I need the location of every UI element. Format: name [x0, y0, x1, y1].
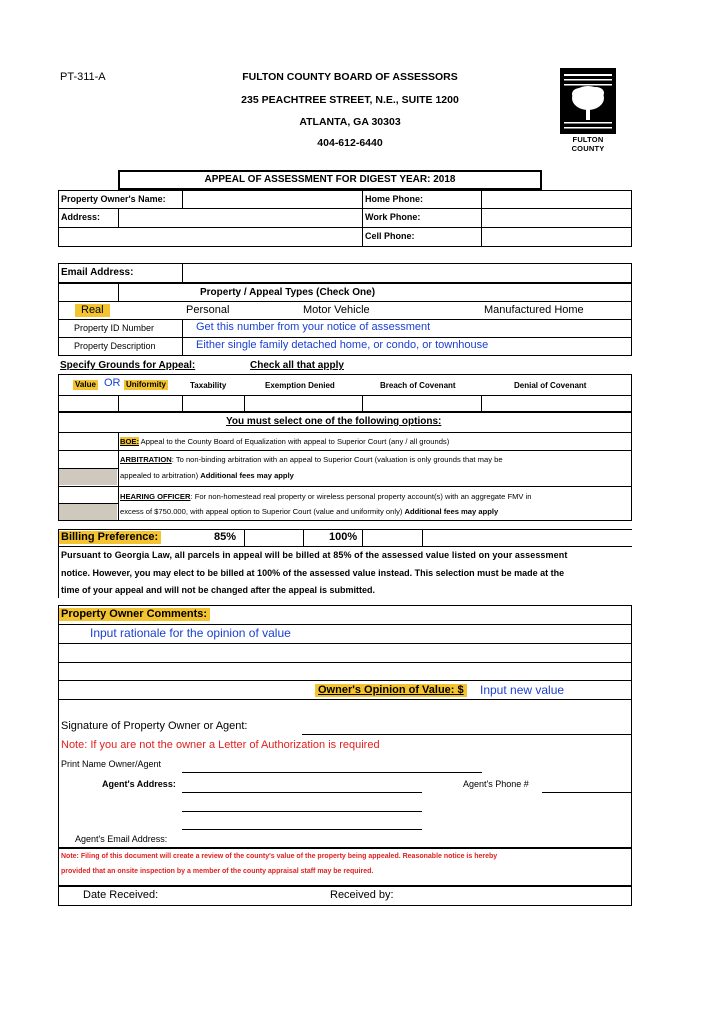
- property-desc-value[interactable]: Either single family detached home, or condo, or townhouse: [196, 339, 489, 351]
- grounds-check-all: Check all that apply: [250, 360, 344, 371]
- agent-address-field-1[interactable]: [182, 777, 422, 792]
- work-phone-field[interactable]: [482, 209, 631, 226]
- billing-para-1: Pursuant to Georgia Law, all parcels in appeal will be billed at 85% of the assessed value listed on your assessment: [61, 550, 568, 560]
- types-heading: Property / Appeal Types (Check One): [200, 287, 376, 298]
- billing-100-checkbox[interactable]: [363, 530, 421, 545]
- date-received-label: Date Received:: [83, 889, 159, 901]
- email-field[interactable]: [183, 264, 631, 282]
- boe-checkbox[interactable]: [59, 433, 117, 449]
- logo-text: FULTON COUNTY: [571, 135, 605, 153]
- ho-fees: Additional fees may apply: [404, 507, 499, 516]
- comments-value[interactable]: Input rationale for the opinion of value: [90, 626, 291, 640]
- print-name-label: Print Name Owner/Agent: [61, 759, 162, 769]
- ground-taxability[interactable]: Taxability: [190, 381, 227, 390]
- arbitration-gray-cell: [59, 469, 117, 485]
- arb-text2: appealed to arbitration): [120, 471, 201, 480]
- org-street: 235 PEACHTREE STREET, N.E., SUITE 1200: [241, 94, 459, 106]
- value-checkbox[interactable]: [59, 396, 117, 411]
- option-boe: [120, 435, 449, 448]
- option-hearing-officer-cont: [120, 505, 498, 518]
- arb-text1: : To non-binding arbitration with an appeal to Superior Court (valuation is only grounds that may be: [171, 455, 503, 464]
- agent-email-label: Agent's Email Address:: [75, 834, 168, 844]
- form-title: APPEAL OF ASSESSMENT FOR DIGEST YEAR: 2018: [204, 174, 456, 185]
- email-label: Email Address:: [61, 267, 134, 278]
- ho-text2: excess of $750.000, with appeal option to Superior Court (value and uniformity only): [120, 507, 405, 516]
- org-city: ATLANTA, GA 30303: [299, 116, 401, 128]
- inspection-notice-2: provided that an onsite inspection by a member of the county appraisal staff may be required.: [61, 868, 374, 875]
- agent-address-label: Agent's Address:: [102, 779, 176, 789]
- received-by-label: Received by:: [330, 889, 394, 901]
- comments-label: Property Owner Comments:: [59, 608, 210, 621]
- option-arbitration-cont: [120, 469, 294, 482]
- hearing-officer-checkbox[interactable]: [59, 487, 117, 503]
- boe-text: Appeal to the County Board of Equalization with appeal to Superior Court (any / all grounds): [138, 437, 450, 446]
- billing-100[interactable]: 100%: [329, 531, 358, 543]
- agent-phone-label: Agent's Phone #: [463, 779, 529, 789]
- signature-field[interactable]: [302, 718, 632, 734]
- type-real[interactable]: Real: [75, 304, 110, 317]
- authorization-note: Note: If you are not the owner a Letter of Authorization is required: [61, 739, 380, 751]
- agent-address-field-3[interactable]: [182, 814, 422, 829]
- grounds-heading: Specify Grounds for Appeal:: [60, 360, 196, 371]
- home-phone-label: Home Phone:: [365, 194, 424, 204]
- type-manufactured-home[interactable]: Manufactured Home: [484, 304, 584, 316]
- opinion-value[interactable]: Input new value: [480, 683, 565, 697]
- option-hearing-officer: [120, 490, 532, 503]
- ground-uniformity[interactable]: Uniformity: [126, 380, 166, 389]
- property-id-value[interactable]: Get this number from your notice of assessment: [196, 321, 431, 333]
- org-name: FULTON COUNTY BOARD OF ASSESSORS: [242, 71, 458, 83]
- org-phone: 404-612-6440: [317, 137, 383, 149]
- property-desc-label: Property Description: [74, 341, 156, 351]
- billing-label: Billing Preference:: [59, 531, 161, 544]
- ho-label: HEARING OFFICER: [120, 492, 191, 501]
- billing-para-3: time of your appeal and will not be changed after the appeal is submitted.: [61, 585, 376, 595]
- owner-name-label: Property Owner's Name:: [61, 194, 166, 204]
- ground-exemption-denied[interactable]: Exemption Denied: [265, 381, 335, 390]
- arbitration-checkbox[interactable]: [59, 451, 117, 467]
- ho-text1: : For non-homestead real property or wireless personal property account(s) with an aggregate FMV in: [190, 492, 532, 501]
- address-label: Address:: [61, 212, 101, 222]
- arb-label: ARBITRATION: [120, 455, 172, 464]
- uniformity-checkbox[interactable]: [119, 396, 181, 411]
- property-id-label: Property ID Number: [74, 323, 155, 333]
- billing-85-checkbox[interactable]: [245, 530, 302, 545]
- owner-name-field[interactable]: [183, 191, 361, 207]
- option-arbitration: [120, 453, 503, 466]
- tree-icon: [560, 68, 616, 134]
- cell-phone-label: Cell Phone:: [365, 231, 415, 241]
- boe-label: BOE:: [120, 437, 139, 446]
- agent-phone-field[interactable]: [542, 777, 632, 792]
- work-phone-label: Work Phone:: [365, 212, 421, 222]
- address-field[interactable]: [119, 209, 361, 226]
- ground-breach-covenant[interactable]: Breach of Covenant: [380, 381, 456, 390]
- signature-label: Signature of Property Owner or Agent:: [61, 720, 248, 732]
- ground-or: OR: [104, 377, 121, 389]
- billing-85[interactable]: 85%: [214, 531, 237, 543]
- agent-email-field[interactable]: [182, 832, 422, 847]
- hearing-gray-cell: [59, 504, 117, 520]
- inspection-notice-1: Note: Filing of this document will create a review of the county's value of the property being appealed. Reasonable notice is hereby: [61, 853, 498, 860]
- form-number: PT-311-A: [60, 71, 106, 83]
- print-name-field[interactable]: [182, 757, 482, 772]
- arb-fees: Additional fees may apply: [200, 471, 294, 480]
- cell-phone-field[interactable]: [482, 228, 631, 246]
- type-personal[interactable]: Personal: [186, 304, 230, 316]
- billing-para-2: notice. However, you may elect to be billed at 100% of the assessed value instead. This selection must be made at the: [61, 568, 565, 578]
- ground-value[interactable]: Value: [75, 380, 96, 389]
- options-heading: You must select one of the following options:: [226, 416, 442, 427]
- ground-denial-covenant[interactable]: Denial of Covenant: [514, 381, 587, 390]
- agent-address-field-2[interactable]: [182, 796, 422, 811]
- type-motor-vehicle[interactable]: Motor Vehicle: [303, 304, 370, 316]
- home-phone-field[interactable]: [482, 191, 631, 207]
- fulton-county-logo: [560, 68, 616, 153]
- opinion-label: Owner's Opinion of Value: $: [315, 684, 467, 697]
